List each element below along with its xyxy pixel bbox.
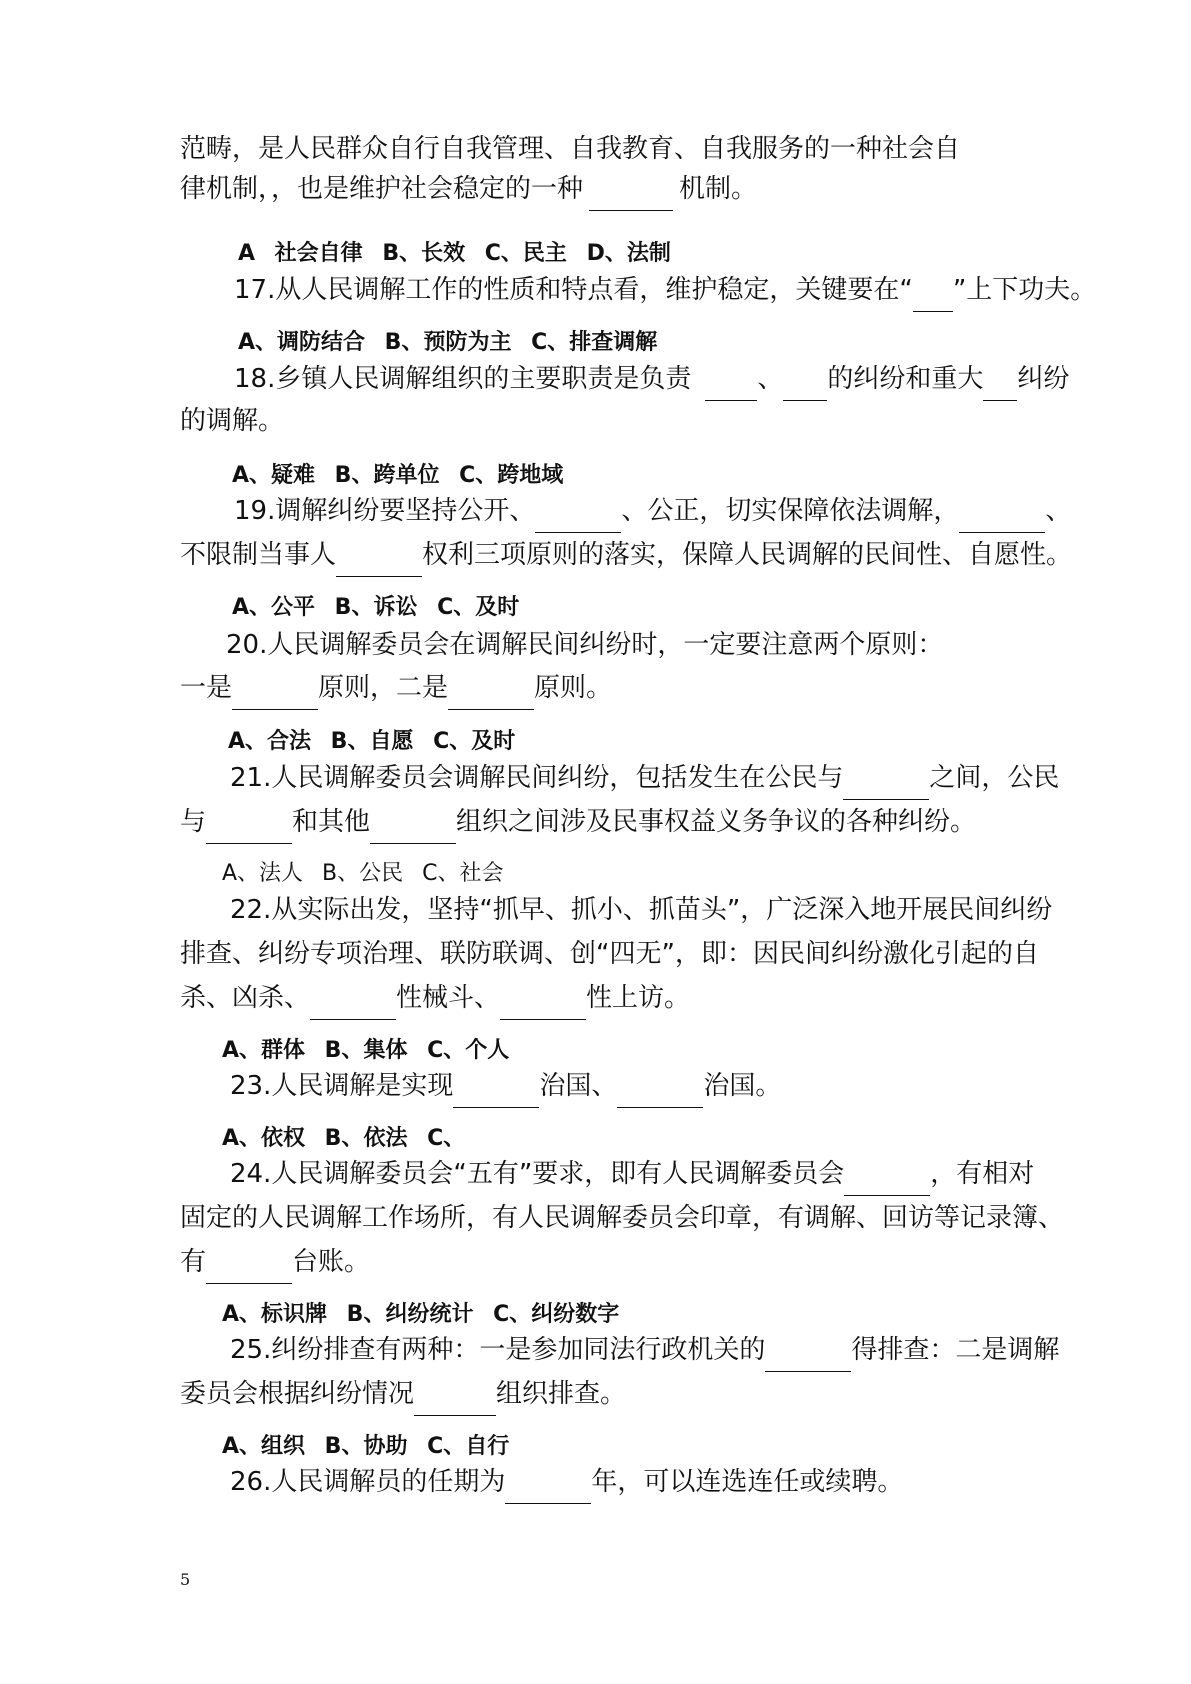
q18-line-2 bbox=[180, 399, 1020, 443]
q20-text-2c: 原则。 bbox=[534, 673, 613, 703]
q22-text-1: 22.从实际出发，坚持“抓早、抓小、抓苗头”，广泛深入地开展民间纠纷 bbox=[230, 895, 1053, 925]
q22-blank-1 bbox=[310, 985, 396, 1020]
q22-text-3a: 杀、凶杀、 bbox=[180, 983, 311, 1013]
q18-text-b: 、 bbox=[757, 364, 784, 394]
q23-options: A、依权 B、依法 C、 bbox=[222, 1126, 466, 1151]
q19-line-1 bbox=[234, 489, 1074, 533]
q19-text-b: 、公正，切实保障依法调解， bbox=[621, 496, 960, 526]
q21-line-2 bbox=[180, 800, 1020, 844]
q24-line-2 bbox=[180, 1196, 1065, 1240]
q25-options: A、组织 B、协助 C、自行 bbox=[222, 1434, 510, 1459]
q24-line-1 bbox=[230, 1152, 1070, 1196]
q18-text-d: 纠纷 bbox=[1017, 364, 1070, 394]
q19-blank-3 bbox=[336, 542, 422, 577]
q25-text-2a: 委员会根据纠纷情况 bbox=[180, 1379, 415, 1409]
q22-line-1 bbox=[230, 888, 1070, 932]
page-number: 5 bbox=[180, 1570, 191, 1589]
q23-line-1 bbox=[230, 1064, 1070, 1108]
q22-options: A、群体 B、集体 C、个人 bbox=[222, 1038, 510, 1063]
q17-text-a: 17.从人民调解工作的性质和特点看，维护稳定，关键要在“ bbox=[234, 275, 913, 305]
q20-blank-1 bbox=[232, 675, 318, 710]
q22-blank-2 bbox=[500, 985, 586, 1020]
q25-blank-2 bbox=[414, 1381, 496, 1416]
q21-text-b: 之间，公民 bbox=[929, 763, 1060, 793]
q24-text-b: ，有相对 bbox=[930, 1159, 1035, 1189]
q23-text-b: 治国、 bbox=[539, 1071, 618, 1101]
q21-line-1 bbox=[230, 756, 1070, 800]
q19-line-2 bbox=[180, 533, 1073, 577]
q26-text-b: 年，可以连选连任或续聘。 bbox=[591, 1467, 904, 1497]
q24-text-2: 固定的人民调解工作场所，有人民调解委员会印章，有调解、回访等记录簿、 bbox=[180, 1203, 1065, 1233]
q19-text-2a: 不限制当事人 bbox=[180, 540, 337, 570]
q19-blank-2 bbox=[959, 498, 1045, 533]
q20-line-1 bbox=[226, 623, 1066, 667]
q18-blank-1 bbox=[705, 366, 757, 401]
q18-blank-3 bbox=[983, 366, 1017, 401]
q25-text-a: 25.纠纷排查有两种：一是参加同法行政机关的 bbox=[230, 1335, 766, 1365]
q18-line-1 bbox=[234, 357, 1074, 401]
q16-text-1: 范畴，是人民群众自行自我管理、自我教育、自我服务的一种社会自 bbox=[180, 134, 961, 164]
q17-options: A、调防结合 B、预防为主 C、排查调解 bbox=[238, 330, 658, 355]
q16-line-1 bbox=[180, 127, 1020, 171]
q16-line-2 bbox=[180, 167, 1020, 211]
q17-text-b: ”上下功夫。 bbox=[952, 275, 1097, 305]
q25-line-2 bbox=[180, 1372, 1020, 1416]
q19-text-c: 、 bbox=[1045, 496, 1072, 526]
q21-blank-3 bbox=[370, 809, 456, 844]
q18-text-2: 的调解。 bbox=[180, 406, 285, 436]
q26-line-1 bbox=[230, 1460, 1070, 1504]
q19-text-a: 19.调解纠纷要坚持公开、 bbox=[234, 496, 536, 526]
q16-text-2a: 律机制，，也是维护社会稳定的一种 bbox=[180, 174, 584, 204]
q22-line-3 bbox=[180, 976, 1020, 1020]
q24-options: A、标识牌 B、纠纷统计 C、纠纷数字 bbox=[222, 1302, 620, 1327]
q20-line-2 bbox=[180, 666, 1020, 710]
q24-blank-2 bbox=[206, 1249, 292, 1284]
q22-line-2 bbox=[180, 932, 1039, 976]
q19-text-2b: 权利三项原则的落实，保障人民调解的民间性、自愿性。 bbox=[422, 540, 1073, 570]
q21-text-2c: 组织之间涉及民事权益义务争议的各种纠纷。 bbox=[456, 807, 977, 837]
q23-blank-1 bbox=[453, 1073, 539, 1108]
q16-text-2b: 机制。 bbox=[679, 174, 758, 204]
q17-blank bbox=[913, 277, 953, 312]
q21-text-a: 21.人民调解委员会调解民间纠纷，包括发生在公民与 bbox=[230, 763, 844, 793]
q24-blank-1 bbox=[844, 1161, 930, 1196]
q21-blank-2 bbox=[206, 809, 292, 844]
q16-options: A 社会自律 B、长效 C、民主 D、法制 bbox=[238, 241, 671, 266]
q24-line-3 bbox=[180, 1240, 1020, 1284]
q16-blank bbox=[589, 176, 673, 211]
q23-text-c: 治国。 bbox=[703, 1071, 782, 1101]
q21-text-2a: 与 bbox=[180, 807, 207, 837]
q20-blank-2 bbox=[448, 675, 534, 710]
q19-blank-1 bbox=[535, 498, 621, 533]
q20-options: A、合法 B、自愿 C、及时 bbox=[228, 729, 516, 754]
q25-line-1 bbox=[230, 1328, 1070, 1372]
q20-text-2b: 原则，二是 bbox=[318, 673, 449, 703]
q19-options: A、公平 B、诉讼 C、及时 bbox=[232, 595, 520, 620]
q18-options: A、疑难 B、跨单位 C、跨地域 bbox=[232, 463, 564, 488]
q21-text-2b: 和其他 bbox=[292, 807, 371, 837]
q25-text-b: 得排查：二是调解 bbox=[851, 1335, 1060, 1365]
q21-blank-1 bbox=[843, 765, 929, 800]
q22-text-3c: 性上访。 bbox=[586, 983, 691, 1013]
q25-blank-1 bbox=[765, 1337, 851, 1372]
q18-text-a: 18.乡镇人民调解组织的主要职责是负责 bbox=[234, 364, 692, 394]
q18-text-c: 的纠纷和重大 bbox=[827, 364, 984, 394]
q24-text-3a: 有 bbox=[180, 1247, 207, 1277]
q18-blank-2 bbox=[783, 366, 827, 401]
q22-text-2: 排查、纠纷专项治理、联防联调、创“四无”，即：因民间纠纷激化引起的自 bbox=[180, 939, 1039, 969]
q24-text-3b: 台账。 bbox=[292, 1247, 371, 1277]
q26-text-a: 26.人民调解员的任期为 bbox=[230, 1467, 506, 1497]
q25-text-2b: 组织排查。 bbox=[496, 1379, 627, 1409]
q20-text-2a: 一是 bbox=[180, 673, 233, 703]
q20-text-1: 20.人民调解委员会在调解民间纠纷时，一定要注意两个原则： bbox=[226, 630, 944, 660]
q23-text-a: 23.人民调解是实现 bbox=[230, 1071, 454, 1101]
q22-text-3b: 性械斗、 bbox=[396, 983, 501, 1013]
q26-blank-1 bbox=[505, 1469, 591, 1504]
q24-text-a: 24.人民调解委员会“五有”要求，即有人民调解委员会 bbox=[230, 1159, 845, 1189]
q21-options: A、法人 B、公民 C、社会 bbox=[222, 861, 504, 886]
q23-blank-2 bbox=[617, 1073, 703, 1108]
q17-line-1 bbox=[234, 268, 1097, 312]
